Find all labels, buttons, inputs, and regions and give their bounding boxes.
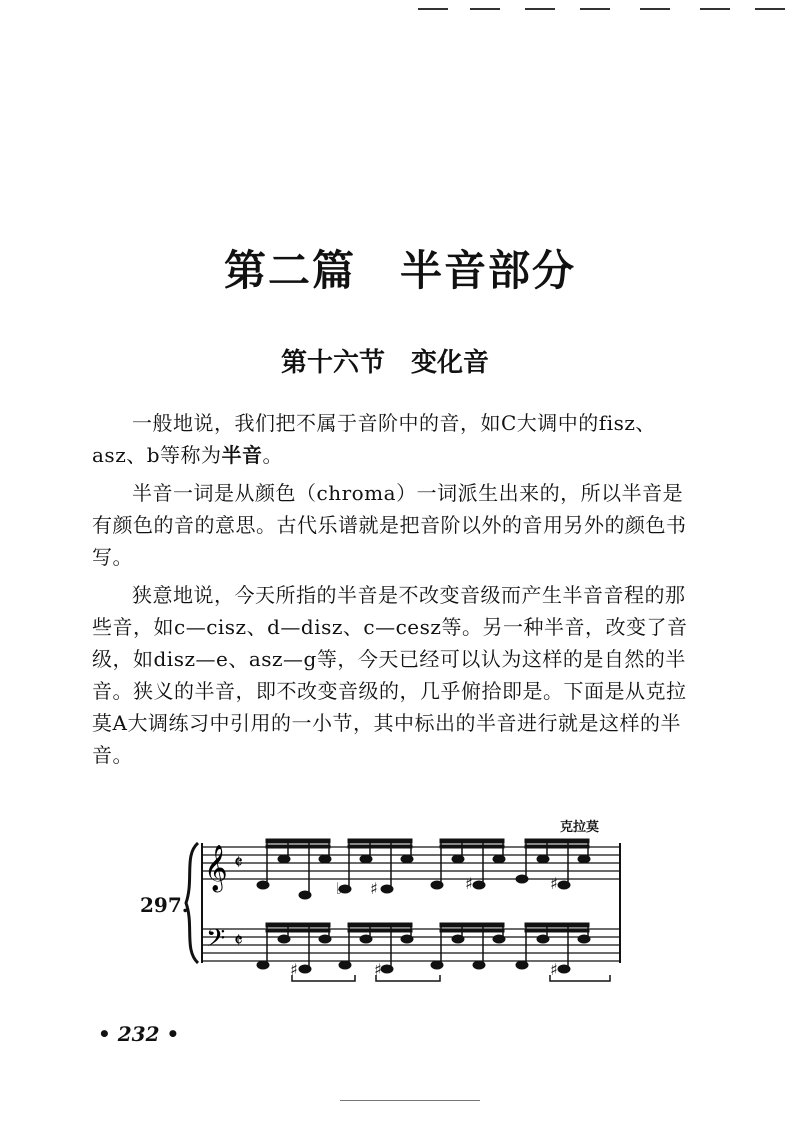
paragraph-3: 狭意地说，今天所指的半音是不改变音级而产生半音音程的那些音，如c—cisz、d—disz、c—cesz等。另一种半音，改变了音级，如disz—e、asz—g等，今天已经可以认为这样的是自然的半音。狭义的半音，即不改变音级的，几乎俯拾即是。下面是从克拉莫A大调练习中引用的一小节，其中标出的半音进行就是这样的半音。 [92,583,688,767]
term-chromatic: 半音 [221,443,263,467]
part-title: 第二篇 半音部分 [223,246,576,295]
scan-mark [340,1100,480,1101]
bass-beam-groups [257,923,590,973]
paragraph-2: 半音一词是从颜色（chroma）一词派生出来的，所以半音是有颜色的音的意思。古代乐谱就是把音阶以外的音用另外的颜色书写。 [92,481,687,569]
scan-mark [418,8,448,10]
paragraph-1-text: 一般地说，我们把不属于音阶中的音，如C大调中的fisz、asz、b等称为 [92,411,656,467]
svg-text:♯: ♯ [290,960,298,979]
svg-text:♯: ♯ [374,960,382,979]
body-text [92,407,692,777]
section-title: 第十六节 变化音 [280,348,489,378]
page-number: • 232 • [98,1022,180,1046]
paragraph-1-end: 。 [262,443,284,467]
svg-text:♯: ♯ [370,879,378,898]
scan-mark [470,8,500,10]
scan-mark [640,8,670,10]
system-brace [186,843,198,963]
music-example [180,825,630,985]
svg-text:♯: ♯ [465,874,473,893]
composer-name: 克拉莫 [560,820,600,835]
scan-mark [525,8,555,10]
example-number: 297. [140,893,189,917]
svg-text:♯: ♯ [550,960,558,979]
scan-mark [755,8,785,10]
time-signature-bass: 𝄵 [234,928,243,952]
treble-clef-icon: 𝄞 [204,845,228,891]
chromatic-brackets [292,975,610,981]
paragraph-1 [92,407,692,471]
bass-clef-icon: 𝄢 [206,924,226,959]
treble-beam-groups [257,839,590,899]
scan-mark [700,8,730,10]
time-signature: 𝄵 [234,850,243,874]
svg-text:♭: ♭ [336,879,344,898]
svg-text:♯: ♯ [550,874,558,893]
scan-mark [580,8,610,10]
